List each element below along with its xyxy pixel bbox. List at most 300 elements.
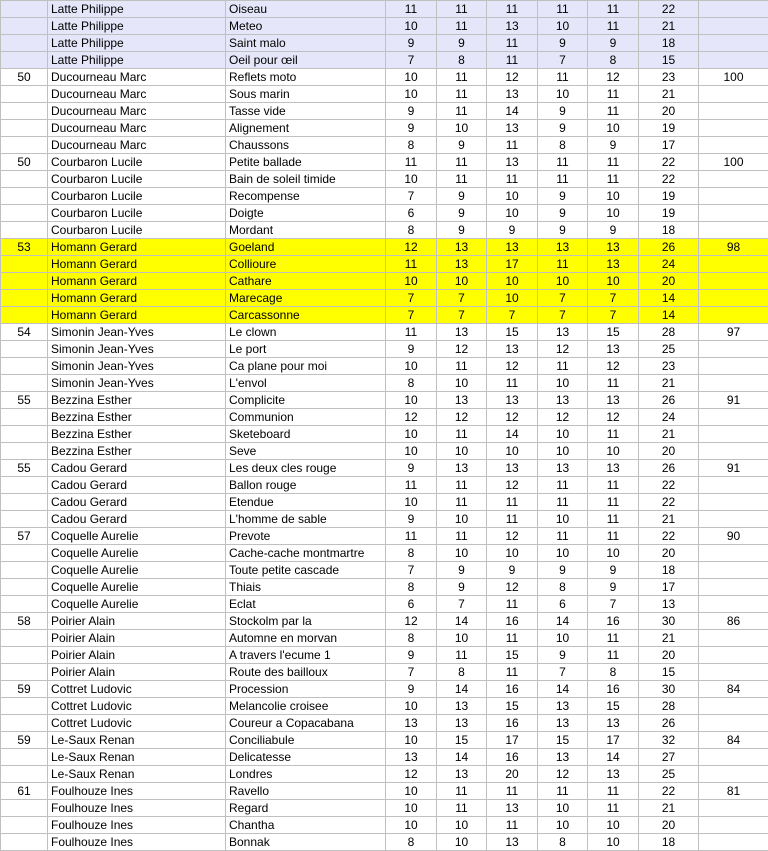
score-5-cell[interactable]: 11 (588, 647, 639, 664)
score-4-cell[interactable]: 11 (538, 494, 588, 511)
score-5-cell[interactable]: 14 (588, 749, 639, 766)
score-2-cell[interactable]: 10 (437, 375, 487, 392)
sum-cell[interactable]: 20 (639, 647, 699, 664)
photo-title-cell[interactable]: Coureur a Copacabana (226, 715, 386, 732)
total-cell[interactable] (699, 494, 768, 511)
score-3-cell[interactable]: 14 (487, 103, 538, 120)
score-2-cell[interactable]: 9 (437, 562, 487, 579)
total-cell[interactable]: 91 (699, 392, 768, 409)
total-cell[interactable] (699, 647, 768, 664)
score-5-cell[interactable]: 12 (588, 69, 639, 86)
sum-cell[interactable]: 32 (639, 732, 699, 749)
score-3-cell[interactable]: 13 (487, 460, 538, 477)
score-4-cell[interactable]: 10 (538, 273, 588, 290)
total-cell[interactable] (699, 834, 768, 851)
rank-cell[interactable] (1, 358, 48, 375)
score-5-cell[interactable]: 12 (588, 358, 639, 375)
participant-name-cell[interactable]: Homann Gerard (48, 239, 226, 256)
participant-name-cell[interactable]: Poirier Alain (48, 664, 226, 681)
sum-cell[interactable]: 21 (639, 375, 699, 392)
score-1-cell[interactable]: 11 (386, 1, 437, 18)
score-5-cell[interactable]: 10 (588, 188, 639, 205)
participant-name-cell[interactable]: Le-Saux Renan (48, 766, 226, 783)
score-3-cell[interactable]: 13 (487, 834, 538, 851)
score-1-cell[interactable]: 6 (386, 596, 437, 613)
score-1-cell[interactable]: 10 (386, 358, 437, 375)
score-3-cell[interactable]: 11 (487, 664, 538, 681)
score-4-cell[interactable]: 13 (538, 749, 588, 766)
sum-cell[interactable]: 26 (639, 392, 699, 409)
rank-cell[interactable] (1, 562, 48, 579)
participant-name-cell[interactable]: Poirier Alain (48, 647, 226, 664)
score-5-cell[interactable]: 10 (588, 443, 639, 460)
score-4-cell[interactable]: 8 (538, 579, 588, 596)
score-2-cell[interactable]: 10 (437, 511, 487, 528)
rank-cell[interactable] (1, 171, 48, 188)
score-3-cell[interactable]: 11 (487, 171, 538, 188)
score-1-cell[interactable]: 10 (386, 69, 437, 86)
participant-name-cell[interactable]: Homann Gerard (48, 256, 226, 273)
photo-title-cell[interactable]: Chantha (226, 817, 386, 834)
score-4-cell[interactable]: 7 (538, 307, 588, 324)
score-5-cell[interactable]: 11 (588, 800, 639, 817)
sum-cell[interactable]: 13 (639, 596, 699, 613)
photo-title-cell[interactable]: Mordant (226, 222, 386, 239)
score-2-cell[interactable]: 9 (437, 579, 487, 596)
participant-name-cell[interactable]: Coquelle Aurelie (48, 528, 226, 545)
score-1-cell[interactable]: 7 (386, 188, 437, 205)
photo-title-cell[interactable]: Toute petite cascade (226, 562, 386, 579)
sum-cell[interactable]: 22 (639, 783, 699, 800)
total-cell[interactable] (699, 103, 768, 120)
score-2-cell[interactable]: 11 (437, 86, 487, 103)
score-5-cell[interactable]: 16 (588, 681, 639, 698)
sum-cell[interactable]: 18 (639, 562, 699, 579)
score-1-cell[interactable]: 6 (386, 205, 437, 222)
participant-name-cell[interactable]: Homann Gerard (48, 290, 226, 307)
score-5-cell[interactable]: 15 (588, 324, 639, 341)
participant-name-cell[interactable]: Ducourneau Marc (48, 69, 226, 86)
photo-title-cell[interactable]: Recompense (226, 188, 386, 205)
total-cell[interactable]: 97 (699, 324, 768, 341)
score-4-cell[interactable]: 10 (538, 86, 588, 103)
sum-cell[interactable]: 21 (639, 18, 699, 35)
score-3-cell[interactable]: 11 (487, 375, 538, 392)
total-cell[interactable] (699, 749, 768, 766)
sum-cell[interactable]: 28 (639, 324, 699, 341)
rank-cell[interactable]: 57 (1, 528, 48, 545)
participant-name-cell[interactable]: Poirier Alain (48, 630, 226, 647)
score-3-cell[interactable]: 12 (487, 69, 538, 86)
score-2-cell[interactable]: 11 (437, 647, 487, 664)
sum-cell[interactable]: 30 (639, 681, 699, 698)
score-4-cell[interactable]: 13 (538, 392, 588, 409)
score-3-cell[interactable]: 11 (487, 35, 538, 52)
photo-title-cell[interactable]: Petite ballade (226, 154, 386, 171)
score-3-cell[interactable]: 13 (487, 392, 538, 409)
score-2-cell[interactable]: 7 (437, 596, 487, 613)
score-4-cell[interactable]: 9 (538, 35, 588, 52)
total-cell[interactable] (699, 511, 768, 528)
score-2-cell[interactable]: 13 (437, 698, 487, 715)
score-5-cell[interactable]: 9 (588, 35, 639, 52)
photo-title-cell[interactable]: Ca plane pour moi (226, 358, 386, 375)
score-2-cell[interactable]: 13 (437, 766, 487, 783)
total-cell[interactable] (699, 596, 768, 613)
rank-cell[interactable] (1, 766, 48, 783)
score-3-cell[interactable]: 15 (487, 324, 538, 341)
participant-name-cell[interactable]: Le-Saux Renan (48, 732, 226, 749)
photo-title-cell[interactable]: Procession (226, 681, 386, 698)
participant-name-cell[interactable]: Latte Philippe (48, 52, 226, 69)
sum-cell[interactable]: 19 (639, 205, 699, 222)
score-3-cell[interactable]: 10 (487, 545, 538, 562)
photo-title-cell[interactable]: Goeland (226, 239, 386, 256)
rank-cell[interactable]: 53 (1, 239, 48, 256)
photo-title-cell[interactable]: L'envol (226, 375, 386, 392)
score-2-cell[interactable]: 8 (437, 52, 487, 69)
score-1-cell[interactable]: 9 (386, 460, 437, 477)
score-1-cell[interactable]: 10 (386, 783, 437, 800)
photo-title-cell[interactable]: Le port (226, 341, 386, 358)
score-3-cell[interactable]: 10 (487, 205, 538, 222)
score-4-cell[interactable]: 15 (538, 732, 588, 749)
rank-cell[interactable] (1, 205, 48, 222)
participant-name-cell[interactable]: Cadou Gerard (48, 511, 226, 528)
score-5-cell[interactable]: 13 (588, 715, 639, 732)
score-5-cell[interactable]: 11 (588, 103, 639, 120)
total-cell[interactable] (699, 290, 768, 307)
score-2-cell[interactable]: 11 (437, 783, 487, 800)
total-cell[interactable] (699, 35, 768, 52)
photo-title-cell[interactable]: Ballon rouge (226, 477, 386, 494)
total-cell[interactable] (699, 1, 768, 18)
rank-cell[interactable] (1, 290, 48, 307)
score-5-cell[interactable]: 11 (588, 1, 639, 18)
score-2-cell[interactable]: 10 (437, 273, 487, 290)
score-2-cell[interactable]: 9 (437, 222, 487, 239)
score-3-cell[interactable]: 10 (487, 290, 538, 307)
score-4-cell[interactable]: 10 (538, 630, 588, 647)
photo-title-cell[interactable]: Ravello (226, 783, 386, 800)
participant-name-cell[interactable]: Bezzina Esther (48, 443, 226, 460)
rank-cell[interactable] (1, 630, 48, 647)
score-4-cell[interactable]: 11 (538, 69, 588, 86)
photo-title-cell[interactable]: Automne en morvan (226, 630, 386, 647)
score-1-cell[interactable]: 10 (386, 443, 437, 460)
score-5-cell[interactable]: 7 (588, 290, 639, 307)
score-2-cell[interactable]: 13 (437, 239, 487, 256)
participant-name-cell[interactable]: Coquelle Aurelie (48, 579, 226, 596)
rank-cell[interactable] (1, 715, 48, 732)
score-1-cell[interactable]: 10 (386, 273, 437, 290)
score-2-cell[interactable]: 10 (437, 545, 487, 562)
rank-cell[interactable] (1, 341, 48, 358)
participant-name-cell[interactable]: Latte Philippe (48, 18, 226, 35)
total-cell[interactable] (699, 443, 768, 460)
sum-cell[interactable]: 14 (639, 290, 699, 307)
rank-cell[interactable] (1, 579, 48, 596)
total-cell[interactable]: 90 (699, 528, 768, 545)
score-3-cell[interactable]: 11 (487, 511, 538, 528)
total-cell[interactable] (699, 205, 768, 222)
score-3-cell[interactable]: 11 (487, 817, 538, 834)
score-4-cell[interactable]: 14 (538, 613, 588, 630)
score-1-cell[interactable]: 10 (386, 494, 437, 511)
score-1-cell[interactable]: 10 (386, 86, 437, 103)
score-4-cell[interactable]: 7 (538, 290, 588, 307)
score-5-cell[interactable]: 11 (588, 171, 639, 188)
score-5-cell[interactable]: 16 (588, 613, 639, 630)
rank-cell[interactable] (1, 18, 48, 35)
total-cell[interactable]: 84 (699, 732, 768, 749)
total-cell[interactable] (699, 171, 768, 188)
participant-name-cell[interactable]: Simonin Jean-Yves (48, 358, 226, 375)
score-2-cell[interactable]: 11 (437, 528, 487, 545)
score-4-cell[interactable]: 11 (538, 256, 588, 273)
score-3-cell[interactable]: 11 (487, 52, 538, 69)
photo-title-cell[interactable]: Sous marin (226, 86, 386, 103)
score-4-cell[interactable]: 8 (538, 137, 588, 154)
sum-cell[interactable]: 26 (639, 460, 699, 477)
total-cell[interactable] (699, 256, 768, 273)
score-2-cell[interactable]: 9 (437, 188, 487, 205)
score-4-cell[interactable]: 13 (538, 698, 588, 715)
rank-cell[interactable] (1, 222, 48, 239)
rank-cell[interactable]: 58 (1, 613, 48, 630)
score-5-cell[interactable]: 10 (588, 205, 639, 222)
score-3-cell[interactable]: 15 (487, 647, 538, 664)
participant-name-cell[interactable]: Latte Philippe (48, 1, 226, 18)
participant-name-cell[interactable]: Cottret Ludovic (48, 715, 226, 732)
participant-name-cell[interactable]: Courbaron Lucile (48, 171, 226, 188)
rank-cell[interactable] (1, 1, 48, 18)
score-4-cell[interactable]: 11 (538, 477, 588, 494)
score-4-cell[interactable]: 12 (538, 409, 588, 426)
rank-cell[interactable]: 50 (1, 69, 48, 86)
rank-cell[interactable] (1, 307, 48, 324)
score-5-cell[interactable]: 10 (588, 545, 639, 562)
score-2-cell[interactable]: 13 (437, 460, 487, 477)
total-cell[interactable]: 84 (699, 681, 768, 698)
rank-cell[interactable] (1, 256, 48, 273)
score-5-cell[interactable]: 11 (588, 528, 639, 545)
score-4-cell[interactable]: 8 (538, 834, 588, 851)
sum-cell[interactable]: 21 (639, 86, 699, 103)
score-5-cell[interactable]: 11 (588, 494, 639, 511)
score-4-cell[interactable]: 11 (538, 783, 588, 800)
score-4-cell[interactable]: 11 (538, 1, 588, 18)
sum-cell[interactable]: 21 (639, 800, 699, 817)
participant-name-cell[interactable]: Le-Saux Renan (48, 749, 226, 766)
score-4-cell[interactable]: 9 (538, 647, 588, 664)
rank-cell[interactable] (1, 698, 48, 715)
score-3-cell[interactable]: 11 (487, 783, 538, 800)
rank-cell[interactable]: 54 (1, 324, 48, 341)
score-4-cell[interactable]: 7 (538, 52, 588, 69)
rank-cell[interactable]: 55 (1, 460, 48, 477)
total-cell[interactable] (699, 766, 768, 783)
participant-name-cell[interactable]: Coquelle Aurelie (48, 562, 226, 579)
score-5-cell[interactable]: 11 (588, 426, 639, 443)
score-2-cell[interactable]: 9 (437, 205, 487, 222)
total-cell[interactable] (699, 630, 768, 647)
score-1-cell[interactable]: 8 (386, 834, 437, 851)
score-5-cell[interactable]: 10 (588, 817, 639, 834)
score-1-cell[interactable]: 9 (386, 341, 437, 358)
rank-cell[interactable]: 50 (1, 154, 48, 171)
score-2-cell[interactable]: 10 (437, 443, 487, 460)
score-2-cell[interactable]: 10 (437, 817, 487, 834)
sum-cell[interactable]: 19 (639, 120, 699, 137)
score-1-cell[interactable]: 8 (386, 630, 437, 647)
rank-cell[interactable] (1, 120, 48, 137)
total-cell[interactable] (699, 120, 768, 137)
photo-title-cell[interactable]: Delicatesse (226, 749, 386, 766)
rank-cell[interactable] (1, 273, 48, 290)
score-2-cell[interactable]: 11 (437, 103, 487, 120)
sum-cell[interactable]: 22 (639, 494, 699, 511)
sum-cell[interactable]: 20 (639, 273, 699, 290)
total-cell[interactable] (699, 358, 768, 375)
participant-name-cell[interactable]: Foulhouze Ines (48, 800, 226, 817)
score-1-cell[interactable]: 8 (386, 545, 437, 562)
score-3-cell[interactable]: 13 (487, 18, 538, 35)
score-1-cell[interactable]: 7 (386, 664, 437, 681)
participant-name-cell[interactable]: Simonin Jean-Yves (48, 341, 226, 358)
score-3-cell[interactable]: 11 (487, 630, 538, 647)
score-1-cell[interactable]: 12 (386, 239, 437, 256)
score-4-cell[interactable]: 9 (538, 103, 588, 120)
score-2-cell[interactable]: 15 (437, 732, 487, 749)
score-5-cell[interactable]: 10 (588, 120, 639, 137)
score-3-cell[interactable]: 10 (487, 273, 538, 290)
score-5-cell[interactable]: 9 (588, 579, 639, 596)
score-3-cell[interactable]: 11 (487, 1, 538, 18)
score-3-cell[interactable]: 13 (487, 239, 538, 256)
rank-cell[interactable] (1, 443, 48, 460)
score-2-cell[interactable]: 11 (437, 18, 487, 35)
rank-cell[interactable] (1, 426, 48, 443)
score-3-cell[interactable]: 12 (487, 477, 538, 494)
rank-cell[interactable] (1, 834, 48, 851)
sum-cell[interactable]: 25 (639, 766, 699, 783)
photo-title-cell[interactable]: Les deux cles rouge (226, 460, 386, 477)
score-3-cell[interactable]: 16 (487, 681, 538, 698)
photo-title-cell[interactable]: Collioure (226, 256, 386, 273)
sum-cell[interactable]: 23 (639, 358, 699, 375)
photo-title-cell[interactable]: A travers l'ecume 1 (226, 647, 386, 664)
photo-title-cell[interactable]: Regard (226, 800, 386, 817)
score-4-cell[interactable]: 10 (538, 511, 588, 528)
score-5-cell[interactable]: 11 (588, 511, 639, 528)
score-1-cell[interactable]: 9 (386, 681, 437, 698)
total-cell[interactable]: 91 (699, 460, 768, 477)
score-5-cell[interactable]: 12 (588, 409, 639, 426)
sum-cell[interactable]: 20 (639, 545, 699, 562)
score-5-cell[interactable]: 11 (588, 375, 639, 392)
score-2-cell[interactable]: 14 (437, 681, 487, 698)
score-3-cell[interactable]: 15 (487, 698, 538, 715)
score-4-cell[interactable]: 13 (538, 715, 588, 732)
total-cell[interactable] (699, 817, 768, 834)
score-3-cell[interactable]: 13 (487, 800, 538, 817)
score-2-cell[interactable]: 11 (437, 154, 487, 171)
score-3-cell[interactable]: 10 (487, 188, 538, 205)
score-3-cell[interactable]: 12 (487, 409, 538, 426)
total-cell[interactable] (699, 477, 768, 494)
participant-name-cell[interactable]: Cottret Ludovic (48, 698, 226, 715)
score-4-cell[interactable]: 9 (538, 222, 588, 239)
score-2-cell[interactable]: 11 (437, 69, 487, 86)
total-cell[interactable] (699, 137, 768, 154)
score-2-cell[interactable]: 7 (437, 290, 487, 307)
participant-name-cell[interactable]: Bezzina Esther (48, 426, 226, 443)
score-2-cell[interactable]: 11 (437, 800, 487, 817)
score-4-cell[interactable]: 14 (538, 681, 588, 698)
sum-cell[interactable]: 26 (639, 239, 699, 256)
score-1-cell[interactable]: 7 (386, 290, 437, 307)
score-1-cell[interactable]: 9 (386, 35, 437, 52)
score-2-cell[interactable]: 10 (437, 120, 487, 137)
participant-name-cell[interactable]: Latte Philippe (48, 35, 226, 52)
participant-name-cell[interactable]: Foulhouze Ines (48, 783, 226, 800)
score-2-cell[interactable]: 11 (437, 426, 487, 443)
score-1-cell[interactable]: 8 (386, 375, 437, 392)
score-3-cell[interactable]: 14 (487, 426, 538, 443)
score-1-cell[interactable]: 11 (386, 324, 437, 341)
sum-cell[interactable]: 20 (639, 103, 699, 120)
rank-cell[interactable] (1, 103, 48, 120)
sum-cell[interactable]: 22 (639, 154, 699, 171)
score-2-cell[interactable]: 11 (437, 494, 487, 511)
score-2-cell[interactable]: 13 (437, 392, 487, 409)
total-cell[interactable] (699, 698, 768, 715)
sum-cell[interactable]: 19 (639, 188, 699, 205)
photo-title-cell[interactable]: Bonnak (226, 834, 386, 851)
photo-title-cell[interactable]: L'homme de sable (226, 511, 386, 528)
score-3-cell[interactable]: 17 (487, 732, 538, 749)
photo-title-cell[interactable]: Londres (226, 766, 386, 783)
photo-title-cell[interactable]: Reflets moto (226, 69, 386, 86)
score-1-cell[interactable]: 7 (386, 52, 437, 69)
photo-title-cell[interactable]: Seve (226, 443, 386, 460)
score-2-cell[interactable]: 9 (437, 35, 487, 52)
rank-cell[interactable] (1, 664, 48, 681)
participant-name-cell[interactable]: Foulhouze Ines (48, 817, 226, 834)
score-2-cell[interactable]: 13 (437, 324, 487, 341)
participant-name-cell[interactable]: Courbaron Lucile (48, 188, 226, 205)
photo-title-cell[interactable]: Cache-cache montmartre (226, 545, 386, 562)
score-4-cell[interactable]: 11 (538, 358, 588, 375)
score-5-cell[interactable]: 7 (588, 596, 639, 613)
rank-cell[interactable] (1, 817, 48, 834)
photo-title-cell[interactable]: Communion (226, 409, 386, 426)
score-5-cell[interactable]: 13 (588, 460, 639, 477)
score-1-cell[interactable]: 7 (386, 307, 437, 324)
sum-cell[interactable]: 22 (639, 528, 699, 545)
rank-cell[interactable] (1, 494, 48, 511)
total-cell[interactable] (699, 426, 768, 443)
photo-title-cell[interactable]: Route des bailloux (226, 664, 386, 681)
score-3-cell[interactable]: 13 (487, 154, 538, 171)
participant-name-cell[interactable]: Courbaron Lucile (48, 205, 226, 222)
total-cell[interactable] (699, 545, 768, 562)
score-3-cell[interactable]: 11 (487, 596, 538, 613)
score-3-cell[interactable]: 12 (487, 528, 538, 545)
total-cell[interactable] (699, 222, 768, 239)
rank-cell[interactable] (1, 409, 48, 426)
